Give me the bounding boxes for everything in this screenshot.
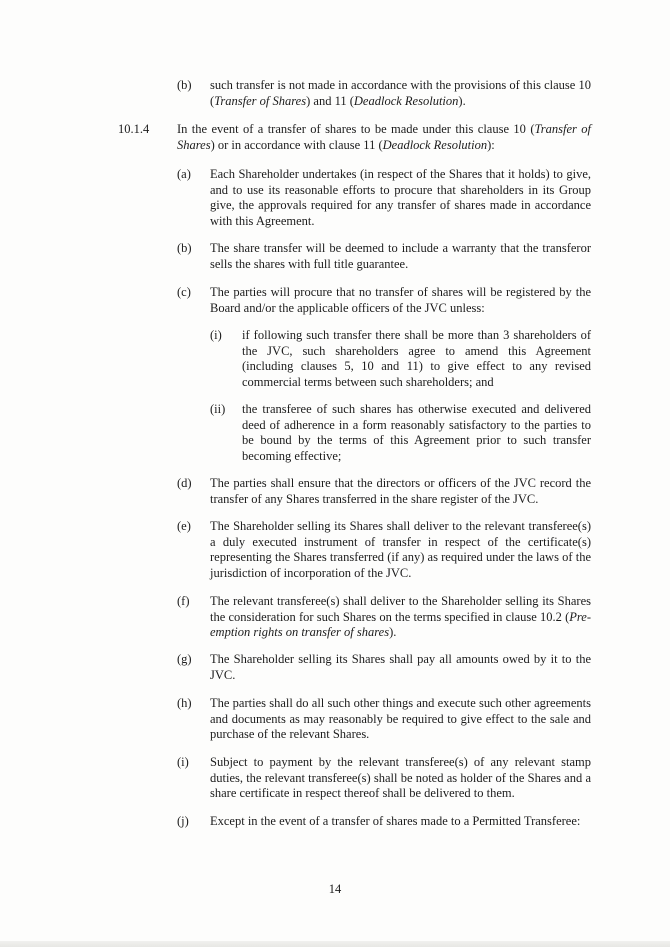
item-g-text: The Shareholder selling its Shares shall pay all amounts owed by it to the JVC.: [210, 652, 591, 682]
item-label-f: (f): [177, 594, 190, 608]
item-b-text: The share transfer will be deemed to include a warranty that the transferor sells the shares with full title guarantee.: [210, 241, 591, 271]
page-bottom-edge: [0, 941, 670, 947]
item-label-b: (b): [177, 241, 192, 255]
subitem-ii-text: the transferee of such shares has otherwise executed and delivered deed of adherence in a form reasonably satisfactory to the parties to be bound by the terms of this Agreement prior to such transfer becoming effective;: [242, 402, 591, 463]
page-number: 14: [328, 882, 342, 896]
item-label-d: (d): [177, 476, 192, 490]
item-i-text: Subject to payment by the relevant transferee(s) of any relevant stamp duties, the relevant transferee(s) shall be noted as holder of the Shares and a share certificate in respect thereof shall be delivered to them.: [210, 755, 591, 801]
subitem-label-i: (i): [210, 328, 222, 342]
item-e-text: The Shareholder selling its Shares shall deliver to the relevant transferee(s) a duly executed instrument of transfer in respect of the certificate(s) representing the Shares transferred (if any) as required under the laws of the jurisdiction of incorporation of the JVC.: [210, 519, 592, 580]
item-label-g: (g): [177, 652, 192, 666]
item-label-i: (i): [177, 755, 189, 769]
item-f-text: The relevant transferee(s) shall deliver to the Shareholder selling its Shares the consideration for such Shares on the terms specified in clause 10.2 (Pre-emption rights on transfer of shares).: [210, 594, 591, 640]
subitem-i-text: if following such transfer there shall be more than 3 shareholders of the JVC, such shareholders agree to amend this Agreement (including clauses 5, 10 and 11) to give effect to any revised commercial terms between such shareholders; and: [242, 328, 592, 389]
item-j-text: Except in the event of a transfer of shares made to a Permitted Transferee:: [210, 814, 581, 828]
clause-label-b-prev: (b): [177, 78, 192, 92]
item-c-text: The parties will procure that no transfer of shares will be registered by the Board and/or the applicable officers of the JVC unless:: [210, 285, 591, 315]
subitem-label-ii: (ii): [210, 402, 226, 416]
item-label-e: (e): [177, 519, 191, 533]
item-label-c: (c): [177, 285, 191, 299]
item-a-text: Each Shareholder undertakes (in respect of the Shares that it holds) to give, and to use its reasonable efforts to procure that shareholders in its Group give, the approvals required for any transfer of shares made in accordance with this Agreement.: [210, 167, 591, 228]
item-d-text: The parties shall ensure that the directors or officers of the JVC record the transfer of any Shares transferred in the share register of the JVC.: [210, 476, 591, 506]
item-h-text: The parties shall do all such other things and execute such other agreements and documents as may reasonably be required to give effect to the sale and purchase of the relevant Shares.: [210, 696, 591, 742]
item-label-a: (a): [177, 167, 191, 181]
item-label-j: (j): [177, 814, 189, 828]
clause-b-prev-text: such transfer is not made in accordance with the provisions of this clause 10 (Transfer of Shares) and 11 (Deadlock Resolution).: [210, 78, 591, 108]
clause-10-1-4-intro: In the event of a transfer of shares to be made under this clause 10 (Transfer of Shares) or in accordance with clause 11 (Deadlock Resolution):: [177, 122, 591, 152]
clause-number-10-1-4: 10.1.4: [118, 122, 150, 136]
item-label-h: (h): [177, 696, 192, 710]
